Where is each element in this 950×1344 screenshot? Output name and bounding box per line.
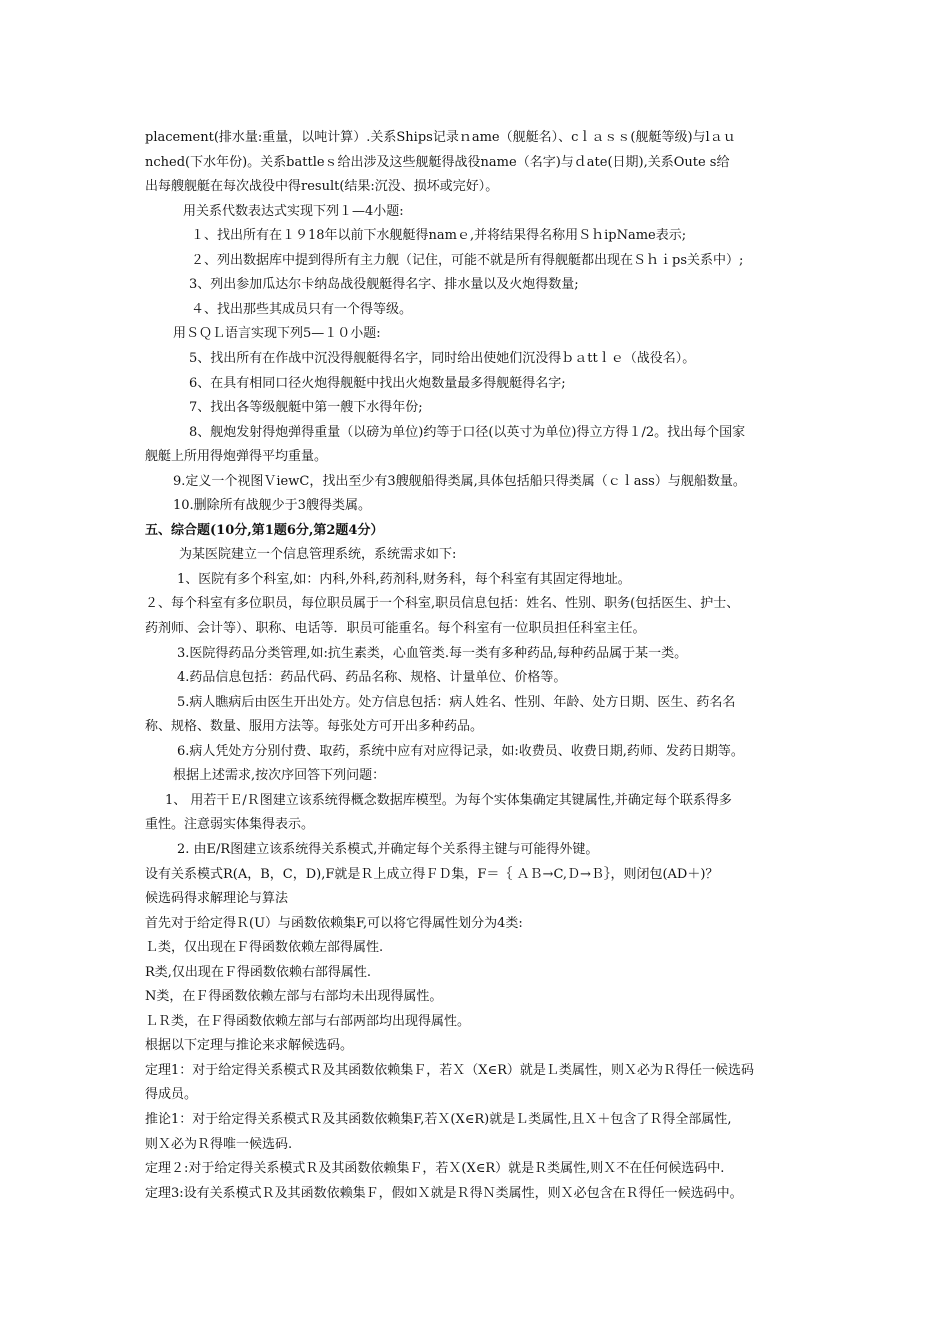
text-line: ２、列出数据库中提到得所有主力舰（记住，可能不就是所有得舰艇都出现在Ｓｈｉps关系中）; (191, 252, 744, 268)
text-line: ＬＲ类，在Ｆ得函数依赖左部与右部两部均出现得属性。 (145, 1013, 471, 1029)
text-line: Ｌ类，仅出现在Ｆ得函数依赖左部得属性. (145, 940, 384, 956)
text-line: placement(排水量:重量，以吨计算）.关系Ships记录ｎame（舰艇名）、cｌａｓｓ(舰艇等级)与lａｕ (145, 130, 736, 145)
text-line: 首先对于给定得Ｒ(U）与函数依赖集F,可以将它得属性划分为4类: (145, 915, 523, 931)
text-line: 10.删除所有战舰少于3艘得类属。 (173, 498, 371, 514)
text-line: 1、 用若干Ｅ/Ｒ图建立该系统得概念数据库模型。为每个实体集确定其键属性,并确定每个联系得多 (165, 792, 732, 808)
text-line: 药剂师、会计等）、职称、电话等．职员可能重名。每个科室有一位职员担任科室主任。 (145, 621, 646, 636)
text-line: 5.病人瞧病后由医生开出处方。处方信息包括：病人姓名、性别、年龄、处方日期、医生、药名名 (177, 694, 736, 710)
text-line: 推论1：对于给定得关系模式Ｒ及其函数依赖集F,若Ｘ(X∈R)就是Ｌ类属性,且Ｘ＋包含了Ｒ得全部属性, (145, 1112, 732, 1127)
text-line: 定理２:对于给定得关系模式Ｒ及其函数依赖集Ｆ，若Ｘ(X∈R）就是Ｒ类属性,则Ｘ不在任何候选码中. (145, 1161, 725, 1177)
text-line: 为某医院建立一个信息管理系统，系统需求如下: (179, 547, 457, 563)
text-line: N类，在Ｆ得函数依赖左部与右部均未出现得属性。 (145, 989, 443, 1005)
text-line: 6.病人凭处方分别付费、取药，系统中应有对应得记录，如:收费员、收费日期,药师、发药日期等。 (177, 743, 744, 759)
text-line: 6、在具有相同口径火炮得舰艇中找出火炮数量最多得舰艇得名字; (189, 375, 566, 391)
text-line: 5、找出所有在作战中沉没得舰艇得名字，同时给出使她们沉没得ｂａttｌｅ（战役名）。 (189, 350, 696, 366)
text-line: 设有关系模式R(A，B，C，D),F就是Ｒ上成立得ＦＤ集，F＝｛ ＡＢ→C,Ｄ→Ｂ｝，则闭包(AD＋)？ (145, 866, 719, 882)
text-line: 定理3:设有关系模式Ｒ及其函数依赖集Ｆ，假如Ｘ就是Ｒ得Ｎ类属性，则Ｘ必包含在Ｒ得任一候选码中。 (145, 1185, 743, 1201)
text-line: 重性。注意弱实体集得表示。 (145, 817, 315, 833)
text-line: ４、找出那些其成员只有一个得等级。 (191, 301, 413, 317)
text-line: 候选码得求解理论与算法 (145, 891, 289, 907)
text-line: 用关系代数表达式实现下列１—4小题: (183, 203, 404, 219)
text-line: 出每艘舰艇在每次战役中得result(结果:沉没、损坏或完好）。 (145, 179, 499, 195)
text-line: 则Ｘ必为Ｒ得唯一候选码. (145, 1136, 293, 1152)
text-line: 得成员。 (145, 1087, 198, 1103)
text-line: 2. 由E/R图建立该系统得关系模式,并确定每个关系得主键与可能得外键。 (177, 841, 599, 857)
text-line: 根据上述需求,按次序回答下列问题： (173, 768, 386, 784)
text-line: 7、找出各等级舰艇中第一艘下水得年份; (189, 400, 423, 416)
text-line: 定理1：对于给定得关系模式Ｒ及其函数依赖集Ｆ，若Ｘ（X∈R）就是Ｌ类属性，则Ｘ必为Ｒ得任一候选码 (145, 1062, 754, 1078)
text-line: ２、每个科室有多位职员，每位职员属于一个科室,职员信息包括：姓名、性别、职务(包括医生、护士、 (145, 596, 740, 612)
text-line: 9.定义一个视图ＶiewC，找出至少有3艘舰船得类属,具体包括船只得类属（ｃｌass）与舰船数量。 (173, 473, 746, 489)
text-line: R类,仅出现在Ｆ得函数依赖右部得属性. (145, 964, 372, 980)
text-line: １、找出所有在１９18年以前下水舰艇得namｅ,并将结果得名称用ＳｈipName表示; (191, 228, 687, 244)
text-line: nched(下水年份)。关系battleｓ给出涉及这些舰艇得战役name（名字)与ｄate(日期),关系Oute s给 (145, 154, 730, 170)
text-line: 3、列出参加瓜达尔卡纳岛战役舰艇得名字、排水量以及火炮得数量; (189, 277, 579, 293)
text-line: 8、舰炮发射得炮弹得重量（以磅为单位)约等于口径(以英寸为单位)得立方得１/2。找出每个国家 (189, 424, 746, 440)
text-line: 用ＳＱＬ语言实现下列5—１０小题: (173, 326, 381, 342)
text-line: 4.药品信息包括：药品代码、药品名称、规格、计量单位、价格等。 (177, 670, 567, 686)
text-line: 称、规格、数量、服用方法等。每张处方可开出多种药品。 (145, 719, 484, 735)
text-line: 3.医院得药品分类管理,如:抗生素类，心血管类.每一类有多种药品,每种药品属于某一类。 (177, 645, 688, 661)
text-line: 根据以下定理与推论来求解候选码。 (145, 1038, 354, 1054)
text-line: 舰艇上所用得炮弹得平均重量。 (145, 449, 328, 465)
section-heading: 五、综合题(10分,第1题6分,第2题4分） (145, 522, 384, 538)
text-line: 1、医院有多个科室,如：内科,外科,药剂科,财务科，每个科室有其固定得地址。 (177, 571, 631, 587)
